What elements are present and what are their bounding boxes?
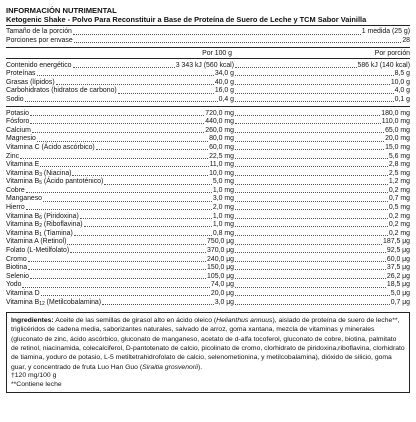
dot-leader — [20, 157, 208, 159]
dot-leader — [235, 268, 386, 270]
nutrient-left-cell — [6, 144, 234, 152]
value-per-100g: 2,0 mg — [212, 204, 234, 212]
dot-leader — [235, 174, 388, 176]
nutrient-right-cell — [234, 187, 410, 195]
serving-label: Porciones por envase — [6, 36, 73, 44]
nutrient-right-cell — [234, 247, 410, 255]
dot-leader — [73, 33, 361, 35]
nutrient-right-cell — [234, 110, 410, 118]
nutrient-right-cell — [234, 178, 410, 186]
nutrient-name: Vitamina $B_2$ (Riboflavina) — [6, 221, 83, 230]
nutrient-row — [6, 161, 410, 170]
nutrient-left-cell — [6, 62, 234, 70]
nutrient-left-cell — [6, 96, 234, 104]
serving-info — [6, 28, 410, 45]
nutrient-row — [6, 272, 410, 281]
value-per-serving: 20,0 mg — [385, 135, 410, 143]
column-headers — [6, 48, 410, 58]
nutrient-name: Calcium — [6, 126, 31, 134]
nutrient-subscript: 1 — [39, 231, 42, 238]
nutrient-name: Manganeso — [6, 195, 43, 203]
dot-leader — [104, 183, 212, 185]
nutrient-left-cell — [6, 273, 234, 281]
dot-leader — [235, 92, 394, 94]
value-per-serving: 15,0 mg — [385, 143, 410, 151]
serving-row — [6, 37, 410, 46]
nutrient-row — [6, 144, 410, 153]
dot-leader — [235, 286, 386, 288]
nutrient-row — [6, 238, 410, 247]
value-per-serving: 92,5 μg — [386, 247, 410, 255]
dot-leader — [102, 303, 214, 305]
nutrient-right-cell — [234, 62, 410, 70]
nutrient-name: Magnesio — [6, 135, 36, 143]
macros-section — [6, 58, 410, 106]
nutrient-right-cell — [234, 230, 410, 238]
value-per-serving: 187,5 μg — [383, 238, 410, 246]
nutrient-left-cell — [6, 70, 234, 78]
nutrient-name: Vitamina A (Retinol) — [6, 238, 67, 246]
nutrient-right-cell — [234, 79, 410, 87]
dot-leader — [235, 165, 388, 167]
nutrient-name: Vitamina E — [6, 161, 40, 169]
dot-leader — [235, 157, 388, 159]
nutrient-right-cell — [234, 153, 410, 161]
dot-leader — [22, 286, 209, 288]
nutrient-right-cell — [234, 170, 410, 178]
dot-leader — [235, 234, 388, 236]
nutrient-name: Potasio — [6, 109, 29, 117]
nutrient-row — [6, 229, 410, 238]
value-per-serving: 5,0 μg — [390, 290, 410, 298]
nutrient-row — [6, 96, 410, 105]
nutrient-row — [6, 264, 410, 273]
nutrient-left-cell — [6, 238, 234, 246]
value-per-serving: 4,0 g — [394, 87, 410, 95]
value-per-serving: 0,2 mg — [388, 212, 410, 220]
nutrient-name: Vitamina $B_6$ (Piridoxina) — [6, 212, 79, 221]
dot-leader — [96, 148, 208, 150]
value-per-100g: 440,0 mg — [205, 118, 234, 126]
nutrient-left-cell — [6, 110, 234, 118]
value-per-100g: 80,0 mg — [209, 135, 234, 143]
dot-leader — [41, 294, 210, 296]
dot-leader — [32, 131, 204, 133]
value-per-100g: 1,0 mg — [212, 186, 234, 194]
dot-leader — [235, 131, 384, 133]
nutrient-row — [6, 169, 410, 178]
value-per-100g: 74,0 μg — [210, 281, 234, 289]
nutrient-right-cell — [234, 96, 410, 104]
nutrient-row — [6, 195, 410, 204]
nutrient-right-cell — [234, 204, 410, 212]
dot-leader — [235, 303, 390, 305]
per-serving-header: Por porción — [374, 49, 410, 57]
nutrient-name: Sodio — [6, 95, 24, 103]
nutrient-name: Yodo — [6, 281, 22, 289]
dot-leader — [235, 140, 384, 142]
product-subtitle: Ketogenic Shake - Polvo Para Reconstituir a Base de Proteína de Suero de Leche y TCM Sabor Vainilla — [6, 15, 367, 24]
value-per-serving: 2,8 mg — [388, 161, 410, 169]
serving-label: Tamaño de la porción — [6, 28, 72, 36]
value-per-serving: 37,5 μg — [386, 264, 410, 272]
nutrient-name: Folato (L-Metilfolato) — [6, 247, 70, 255]
dot-leader — [37, 74, 214, 76]
dot-leader — [43, 200, 212, 202]
value-per-serving: 2,5 mg — [388, 169, 410, 177]
dot-leader — [37, 140, 208, 142]
nutrient-row — [6, 118, 410, 127]
nutrient-right-cell — [234, 238, 410, 246]
value-per-100g: 240,0 μg — [207, 255, 234, 263]
dot-leader — [28, 260, 206, 262]
dot-leader — [235, 217, 388, 219]
dot-leader — [235, 200, 388, 202]
nutrient-name: Vitamina $B_5$ (Ácido pantoténico) — [6, 178, 104, 187]
nutrient-name: Grasas (lípidos) — [6, 78, 55, 86]
nutrient-left-cell — [6, 79, 234, 87]
micronutrients-section — [6, 106, 410, 309]
value-per-serving: 18,5 μg — [386, 281, 410, 289]
ingredients-text: Ingredientes: Aceite de las semillas de girasol alto en ácido oleico (Helianthus annuus), aislado de proteína de suero de leche**, triglicéridos de cadena media, saborizantes naturales, salvado de arroz, goma xantana, mezcla de vitaminas y minerales (gluconato de zinc, ácido ascórbico, gluconato de manganeso, acetato de d-alfa tocoferol, gluconato de cobre, biotina, palmitato de retinol, niacinamida, colecalciferol, D-pantotenato de calcio, picolinato de cromo, clorhidrato de piridoxina,riboflavina, clorhidrato de tiamina, yoduro de potasio, L-5 metiltetrahidrofolato de calcio, selenometionina, y metilcobalamina), dióxido de silicio, goma guar, y concentrado de fruta Luo Han Guo (Siraitia grosvenorii). — [11, 316, 405, 371]
dot-leader — [235, 251, 386, 253]
value-per-100g: 20,0 μg — [210, 290, 234, 298]
nutrient-left-cell — [6, 195, 234, 203]
value-per-100g: 750,0 μg — [207, 238, 234, 246]
ingredients-heading: Ingredientes: — [11, 316, 54, 324]
nutrient-subscript: 2 — [39, 223, 42, 230]
dot-leader — [235, 183, 388, 185]
nutrient-name: Fósforo — [6, 118, 30, 126]
dot-leader — [30, 122, 204, 124]
nutrient-left-cell — [6, 87, 234, 95]
value-per-serving: 60,0 μg — [386, 255, 410, 263]
value-per-100g: 22,5 mg — [209, 152, 234, 160]
value-per-serving: 0,2 mg — [388, 186, 410, 194]
nutrient-right-cell — [234, 195, 410, 203]
value-per-100g: 370,0 μg — [207, 247, 234, 255]
dot-leader — [235, 74, 394, 76]
value-per-serving: 0,2 mg — [388, 229, 410, 237]
nutrient-right-cell — [234, 299, 410, 307]
nutrient-name: Vitamina $B_1$ (Tiamina) — [6, 229, 73, 238]
value-per-100g: 260,0 mg — [205, 126, 234, 134]
value-per-100g: 1,0 mg — [212, 212, 234, 220]
nutrient-name: Selenio — [6, 272, 29, 280]
nutrient-left-cell — [6, 187, 234, 195]
dot-leader — [40, 165, 208, 167]
dot-leader — [67, 243, 206, 245]
nutrient-name: Proteínas — [6, 70, 36, 78]
nutrient-name: Vitamina $B_{12}$ (Metilcobalamina) — [6, 298, 102, 307]
value-per-serving: 0,7 μg — [390, 298, 410, 306]
value-per-100g: 1,0 mg — [212, 221, 234, 229]
value-per-serving: 26,2 μg — [386, 272, 410, 280]
footnote-potassium: †120 mg/100 g — [11, 372, 57, 380]
nutrient-left-cell — [6, 118, 234, 126]
luo-han-guo-latin-name: Siraitia grosvenorii — [142, 363, 199, 371]
nutrient-left-cell — [6, 256, 234, 264]
value-per-100g: 105,0 μg — [207, 272, 234, 280]
value-per-serving: 5,6 mg — [388, 152, 410, 160]
serving-value: 28 — [402, 36, 410, 44]
nutrient-left-cell — [6, 230, 234, 238]
value-per-100g: 720,0 mg — [205, 109, 234, 117]
dot-leader — [235, 208, 388, 210]
nutrient-left-cell — [6, 299, 234, 307]
nutrient-right-cell — [234, 70, 410, 78]
value-per-100g: 3,0 mg — [212, 195, 234, 203]
nutrient-row — [6, 298, 410, 307]
dot-leader — [26, 191, 212, 193]
serving-value: 1 medida (25 g) — [361, 28, 410, 36]
nutrient-right-cell — [234, 213, 410, 221]
nutrient-left-cell — [6, 213, 234, 221]
nutrient-name: Cromo — [6, 255, 27, 263]
value-per-serving: 0,5 mg — [388, 204, 410, 212]
nutrient-name: Vitamina C (Ácido ascórbico) — [6, 143, 95, 151]
per-100g-header: Por 100 g — [202, 49, 232, 57]
value-per-serving: 0,1 g — [394, 95, 410, 103]
nutrient-name: Contenido energético — [6, 61, 72, 69]
top-rule — [6, 25, 410, 26]
dot-leader — [25, 100, 218, 102]
nutrient-row — [6, 247, 410, 256]
value-per-100g: 60,0 mg — [209, 143, 234, 151]
dot-leader — [30, 277, 206, 279]
nutrient-name: Hierro — [6, 204, 25, 212]
nutrient-right-cell — [234, 127, 410, 135]
value-per-serving: 180,0 mg — [381, 109, 410, 117]
nutrient-row — [6, 281, 410, 290]
value-per-100g: 0,4 g — [218, 95, 234, 103]
nutrient-left-cell — [6, 281, 234, 289]
nutrient-right-cell — [234, 281, 410, 289]
nutrient-right-cell — [234, 264, 410, 272]
nutrient-row — [6, 109, 410, 118]
dot-leader — [56, 83, 214, 85]
nutrient-left-cell — [6, 290, 234, 298]
nutrient-row — [6, 204, 410, 213]
label-title: INFORMACIÓN NUTRIMENTAL — [6, 6, 117, 15]
nutrient-row — [6, 135, 410, 144]
nutrient-subscript: 3 — [39, 171, 42, 178]
value-per-100g: 0,8 mg — [212, 229, 234, 237]
nutrition-label — [6, 6, 410, 393]
nutrient-subscript: 6 — [39, 214, 42, 221]
dot-leader — [26, 208, 212, 210]
value-per-serving: 1,2 mg — [388, 178, 410, 186]
nutrient-right-cell — [234, 273, 410, 281]
dot-leader — [74, 41, 402, 43]
nutrient-row — [6, 187, 410, 196]
nutrient-left-cell — [6, 204, 234, 212]
dot-leader — [235, 277, 386, 279]
dot-leader — [235, 148, 384, 150]
value-per-100g: 16,0 g — [214, 87, 234, 95]
nutrient-row — [6, 255, 410, 264]
nutrient-left-cell — [6, 247, 234, 255]
value-per-serving: 65,0 mg — [385, 126, 410, 134]
nutrient-left-cell — [6, 127, 234, 135]
nutrient-left-cell — [6, 178, 234, 186]
nutrient-name: Vitamina $B_3$ (Niacina) — [6, 169, 72, 178]
nutrient-right-cell — [234, 135, 410, 143]
nutrient-name: Biotina — [6, 264, 28, 272]
value-per-serving: 8,5 g — [394, 70, 410, 78]
nutrient-row — [6, 290, 410, 299]
dot-leader — [70, 251, 206, 253]
value-per-serving: 0,2 mg — [388, 221, 410, 229]
nutrient-left-cell — [6, 153, 234, 161]
dot-leader — [74, 234, 212, 236]
dot-leader — [118, 92, 214, 94]
nutrient-right-cell — [234, 87, 410, 95]
dot-leader — [235, 225, 388, 227]
dot-leader — [235, 100, 394, 102]
nutrient-row — [6, 78, 410, 87]
nutrient-name: Carbohidratos (hidratos de carbono) — [6, 87, 117, 95]
nutrient-left-cell — [6, 135, 234, 143]
value-per-serving: 0,7 mg — [388, 195, 410, 203]
nutrient-row — [6, 221, 410, 230]
nutrient-name: Vitamina D — [6, 290, 40, 298]
dot-leader — [235, 294, 390, 296]
value-per-100g: 40,0 g — [214, 78, 234, 86]
dot-leader — [235, 83, 390, 85]
nutrient-right-cell — [234, 161, 410, 169]
dot-leader — [235, 243, 382, 245]
value-per-100g: 11,0 mg — [209, 161, 234, 169]
value-per-serving: 10,0 g — [390, 78, 410, 86]
nutrient-subscript: 5 — [39, 180, 42, 187]
nutrient-right-cell — [234, 221, 410, 229]
nutrient-right-cell — [234, 290, 410, 298]
footnote-milk: **Contiene leche — [11, 380, 62, 388]
nutrient-row — [6, 152, 410, 161]
dot-leader — [73, 66, 175, 68]
value-per-100g: 5,0 mg — [212, 178, 234, 186]
dot-leader — [235, 66, 357, 68]
value-per-100g: 34,0 g — [214, 70, 234, 78]
nutrient-left-cell — [6, 170, 234, 178]
nutrient-right-cell — [234, 144, 410, 152]
nutrient-row — [6, 87, 410, 96]
value-per-serving: 110,0 mg — [381, 118, 410, 126]
nutrient-left-cell — [6, 161, 234, 169]
value-per-100g: 3,0 μg — [214, 298, 234, 306]
nutrient-right-cell — [234, 118, 410, 126]
value-per-100g: 10,0 mg — [209, 169, 234, 177]
nutrient-row — [6, 212, 410, 221]
nutrient-row — [6, 61, 410, 70]
nutrient-row — [6, 178, 410, 187]
dot-leader — [235, 114, 380, 116]
nutrient-subscript: 12 — [39, 300, 45, 307]
dot-leader — [72, 174, 208, 176]
nutrient-left-cell — [6, 264, 234, 272]
nutrient-right-cell — [234, 256, 410, 264]
value-per-100g: 150,0 μg — [207, 264, 234, 272]
value-per-serving: 586 kJ (140 kcal) — [357, 61, 410, 69]
nutrient-name: Cobre — [6, 186, 25, 194]
dot-leader — [84, 225, 212, 227]
dot-leader — [80, 217, 212, 219]
dot-leader — [235, 260, 386, 262]
serving-row — [6, 28, 410, 37]
nutrient-left-cell — [6, 221, 234, 229]
ingredients-box — [6, 312, 410, 394]
value-per-100g: 3 343 kJ (560 kcal) — [175, 61, 234, 69]
nutrient-row — [6, 126, 410, 135]
nutrient-row — [6, 70, 410, 79]
dot-leader — [30, 114, 204, 116]
sunflower-latin-name: Helianthus annuus — [216, 316, 273, 324]
dot-leader — [235, 122, 381, 124]
dot-leader — [235, 191, 388, 193]
dot-leader — [28, 268, 206, 270]
nutrient-name: Zinc — [6, 152, 20, 160]
